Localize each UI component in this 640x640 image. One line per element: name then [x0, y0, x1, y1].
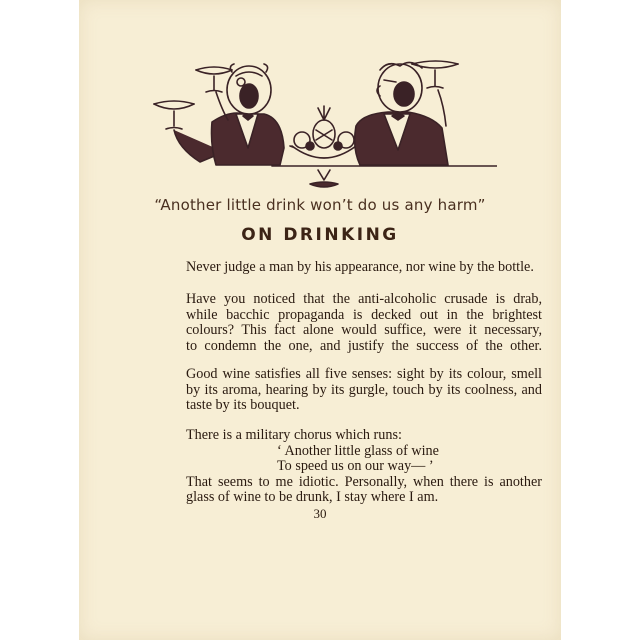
- drinkers-illustration: [152, 30, 497, 192]
- paragraph-2-line: while bacchic propaganda is decked out in the brightest: [186, 306, 542, 323]
- paragraph-1-line: Never judge a man by his appearance, nor wine by the bottle.: [186, 259, 534, 275]
- paragraph-4-line: glass of wine to be drunk, I stay where I am.: [186, 489, 439, 506]
- paragraph-2: [186, 292, 542, 354]
- paragraph-2-line: Have you noticed that the anti-alcoholic crusade is drab,: [186, 291, 542, 307]
- paragraph-3-line: taste by its bouquet.: [186, 397, 300, 414]
- chorus-intro: There is a military chorus which runs:: [186, 427, 402, 443]
- paragraph-1: [186, 260, 542, 276]
- paragraph-4-line: That seems to me idiotic. Personally, when there is another: [186, 473, 542, 490]
- paragraph-3-line: by its aroma, hearing by its gurgle, touch by its coolness, and: [186, 381, 542, 398]
- paragraph-3-line: Good wine satisfies all five senses: sight by its colour, smell: [186, 366, 542, 382]
- chorus-verse-line: ‘ Another little glass of wine: [277, 442, 439, 459]
- page-number: 30: [313, 506, 327, 521]
- left-wine-glass-icon: [154, 101, 194, 129]
- illustration-caption: “Another little drink won’t do us any harm”: [154, 196, 486, 214]
- chorus-verse-line: To speed us on our way— ’: [277, 458, 434, 475]
- paragraph-2-line: to condemn the one, and justify the success of the other.: [186, 337, 542, 354]
- chapter-heading: ON DRINKING: [241, 225, 399, 245]
- fruit-bowl-icon: [290, 106, 358, 187]
- paragraph-4: [186, 428, 542, 506]
- paragraph-3: [186, 367, 542, 414]
- paragraph-2-line: colours? This fact alone would suffice, were it necessary,: [186, 322, 542, 339]
